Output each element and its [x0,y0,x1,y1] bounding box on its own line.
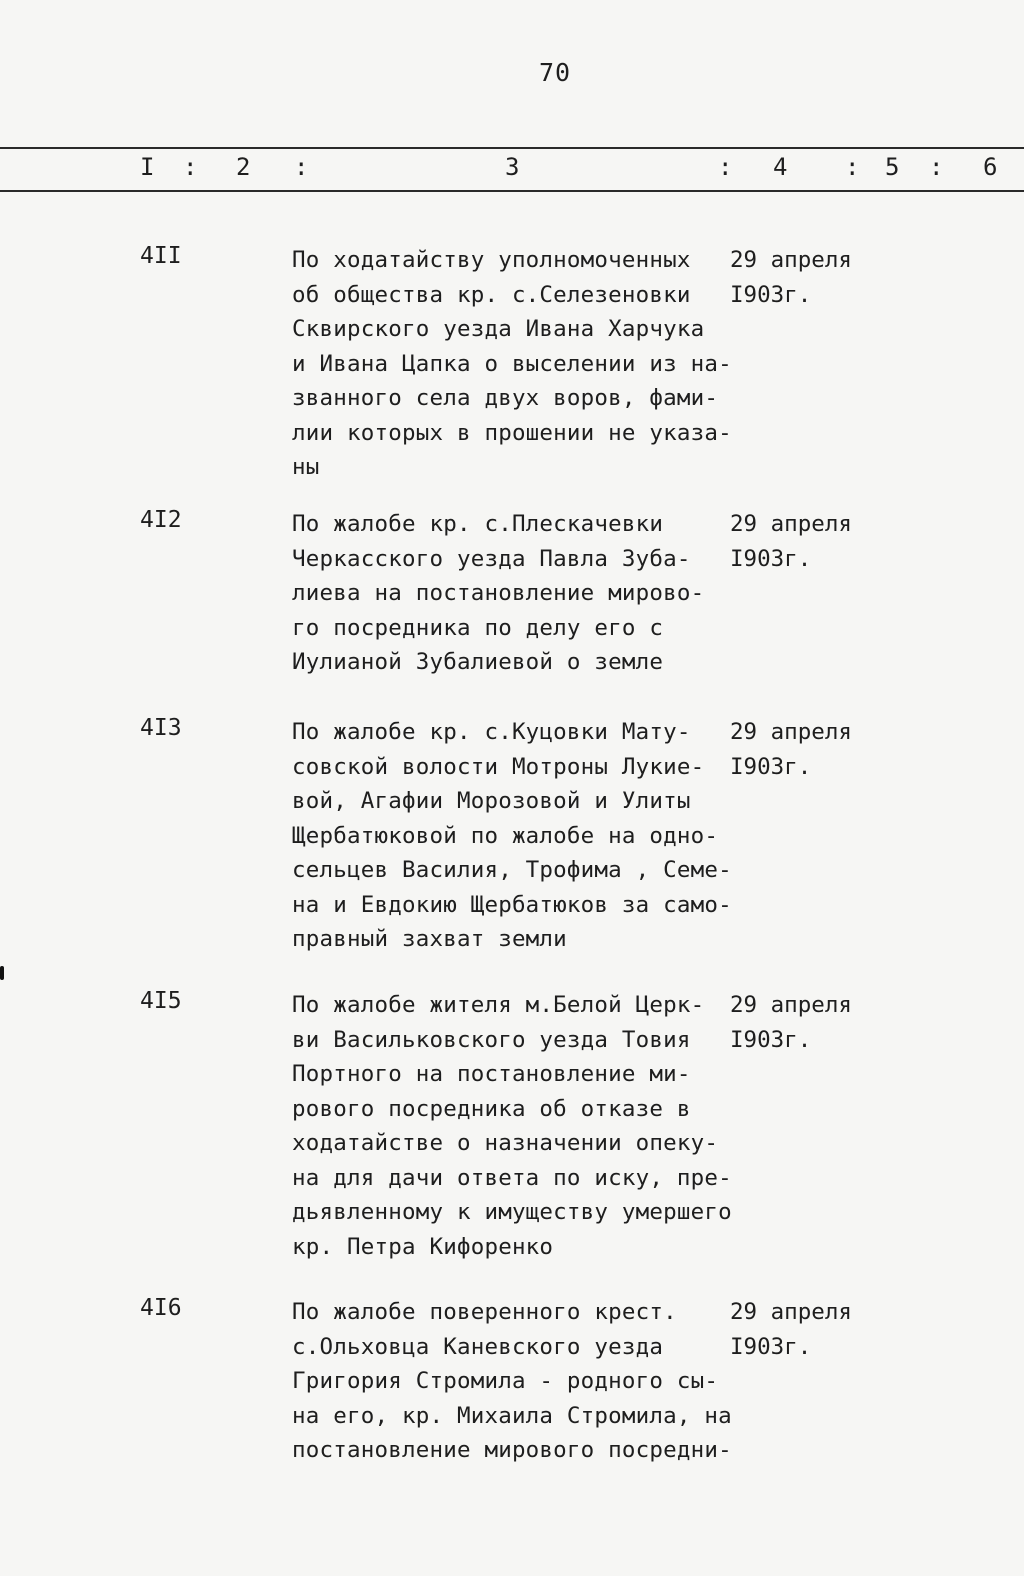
entry-number: 4II [140,243,182,269]
entry-number: 4I5 [140,988,182,1014]
table-header-top-rule [0,147,1024,149]
entry-number: 4I3 [140,715,182,741]
column-header-3: 3 [505,153,520,181]
entry-date: 29 апреля I903г. [730,511,852,572]
entry-date: 29 апреля I903г. [730,247,852,308]
column-separator: : [718,153,733,181]
entry-description: По ходатайству уполномоченных об общества кр. с.Селезеновки Сквирского уезда Ивана Харчука и Ивана Цапка о выселении из на- званного села двух воров, фами- лии которых в прошении не указа- ны [292,247,732,480]
column-header-2: 2 [236,153,251,181]
column-header-6: 6 [983,153,998,181]
column-separator: : [294,153,309,181]
page-number: 70 [538,58,572,87]
entry-description: По жалобе кр. с.Куцовки Мату- совской волости Мотроны Лукие- вой, Агафии Морозовой и Улиты Щербатюковой по жалобе на одно- сельцев Василия, Трофима , Семе- на и Евдокию Щербатюков за само- правный захват земли [292,719,732,952]
entry-date: 29 апреля I903г. [730,1299,852,1360]
column-separator: : [183,153,198,181]
entry-description: По жалобе кр. с.Плескачевки Черкасского уезда Павла Зуба- лиева на постановление мирово- го посредника по делу его с Иулианой Зубалиевой о земле [292,511,705,675]
column-header-5: 5 [885,153,900,181]
entry-description: По жалобе поверенного крест. с.Ольховца Каневского уезда Григория Стромила - родного сы- на его, кр. Михаила Стромила, на постановление мирового посредни- [292,1299,732,1463]
entry-number: 4I2 [140,507,182,533]
scan-edge-mark [0,966,4,980]
entry-number: 4I6 [140,1295,182,1321]
table-header-bottom-rule [0,190,1024,192]
column-header-1: I [140,153,155,181]
entry-date: 29 апреля I903г. [730,992,852,1053]
column-separator: : [845,153,860,181]
column-header-4: 4 [773,153,788,181]
entry-description: По жалобе жителя м.Белой Церк- ви Васильковского уезда Товия Портного на постановление ми- рового посредника об отказе в ходатайстве о назначении опеку- на для дачи ответа по иску, пре- дьявленному к имуществу умершего кр. Петра Кифоренко [292,992,732,1260]
entry-date: 29 апреля I903г. [730,719,852,780]
column-separator: : [929,153,944,181]
